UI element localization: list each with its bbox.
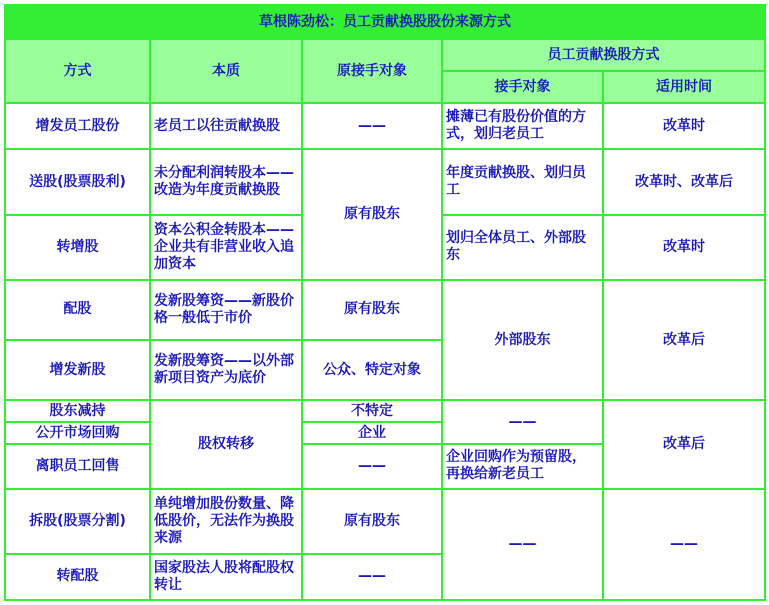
header-timing: 适用时间	[603, 71, 765, 103]
cell-recipient: 外部股东	[442, 280, 603, 400]
cell-recipient: 摊薄已有股份价值的方式，划归老员工	[442, 103, 603, 149]
cell-timing: 改革后	[603, 400, 765, 488]
cell-timing: 改革时	[603, 215, 765, 280]
cell-timing: ——	[603, 489, 765, 600]
cell-original: 原有股东	[302, 489, 442, 554]
cell-original: ——	[302, 444, 442, 488]
header-recipient: 接手对象	[442, 71, 603, 103]
cell-essence: 发新股筹资——以外部新项目资产为底价	[150, 340, 302, 400]
cell-method: 拆股(股票分割)	[5, 489, 150, 554]
cell-essence: 未分配利润转股本——改造为年度贡献换股	[150, 149, 302, 214]
cell-timing: 改革时	[603, 103, 765, 149]
cell-method: 增发员工股份	[5, 103, 150, 149]
cell-recipient: 年度贡献换股、划归员工	[442, 149, 603, 214]
cell-original: 原有股东	[302, 149, 442, 279]
cell-essence: 单纯增加股份数量、降低股价，无法作为换股来源	[150, 489, 302, 554]
cell-original: ——	[302, 554, 442, 600]
cell-essence: 国家股法人股将配股权转让	[150, 554, 302, 600]
cell-method: 股东减持	[5, 400, 150, 422]
cell-original: 原有股东	[302, 280, 442, 340]
header-employee-group: 员工贡献换股方式	[442, 39, 765, 71]
cell-recipient: 划归全体员工、外部股东	[442, 215, 603, 280]
cell-essence: 股权转移	[150, 400, 302, 488]
header-essence: 本质	[150, 39, 302, 103]
cell-original: ——	[302, 103, 442, 149]
cell-original: 公众、特定对象	[302, 340, 442, 400]
cell-essence: 老员工以往贡献换股	[150, 103, 302, 149]
cell-method: 送股(股票股利)	[5, 149, 150, 214]
cell-recipient: ——	[442, 400, 603, 444]
cell-recipient: 企业回购作为预留股，再换给新老员工	[442, 444, 603, 488]
cell-original: 企业	[302, 422, 442, 444]
header-method: 方式	[5, 39, 150, 103]
cell-method: 增发新股	[5, 340, 150, 400]
cell-method: 转配股	[5, 554, 150, 600]
cell-essence: 发新股筹资——新股价格一般低于市价	[150, 280, 302, 340]
cell-method: 离职员工回售	[5, 444, 150, 488]
table-title: 草根陈劲松：员工贡献换股股份来源方式	[5, 5, 765, 39]
header-original-recipient: 原接手对象	[302, 39, 442, 103]
cell-original: 不特定	[302, 400, 442, 422]
cell-recipient: ——	[442, 489, 603, 600]
cell-method: 配股	[5, 280, 150, 340]
cell-method: 公开市场回购	[5, 422, 150, 444]
cell-timing: 改革时、改革后	[603, 149, 765, 214]
cell-timing: 改革后	[603, 280, 765, 400]
cell-essence: 资本公积金转股本——企业共有非营业收入追加资本	[150, 215, 302, 280]
share-source-table	[4, 4, 766, 601]
cell-method: 转增股	[5, 215, 150, 280]
